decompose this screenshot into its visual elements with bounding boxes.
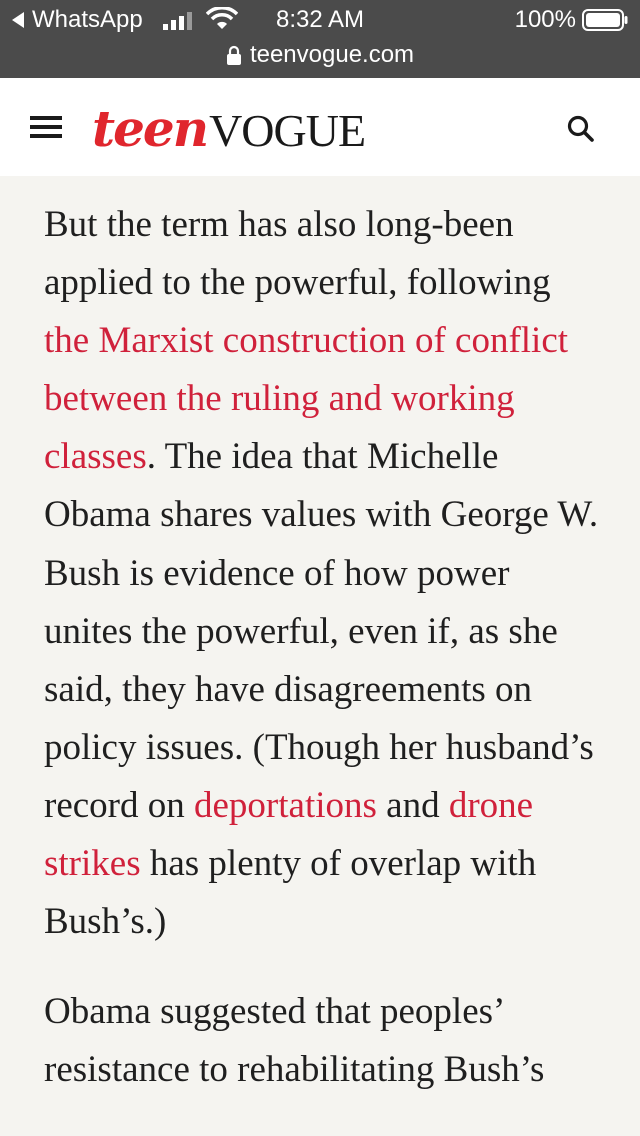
- drone-strikes-link[interactable]: drone strikes: [44, 784, 534, 885]
- paragraph-text: has plenty of overlap with Bush’s.): [44, 843, 537, 943]
- status-bar: [0, 0, 640, 40]
- article-paragraph: [44, 983, 604, 1099]
- logo-vogue: VOGUE: [209, 105, 366, 156]
- paragraph-text: and: [376, 784, 449, 826]
- battery-icon: [582, 9, 628, 31]
- article-paragraph: [44, 196, 604, 951]
- ios-status-and-url-bar: [0, 0, 640, 78]
- paragraph-text: Obama suggested that peoples’ resistance to rehabilitating Bush’s: [44, 991, 545, 1091]
- clock: 8:32 AM: [275, 6, 365, 33]
- paragraph-text: . The idea that Michelle Obama shares values with George W. Bush is evidence of how power unites the powerful, even if, as she said, they have disagreements on policy issues. (Though her husband’s record on: [44, 436, 599, 826]
- search-icon[interactable]: [566, 114, 596, 144]
- hamburger-menu-icon[interactable]: [30, 114, 62, 140]
- marxist-construction-link[interactable]: the Marxist construction of conflict between the ruling and working classes: [44, 320, 569, 478]
- battery-percentage: 100%: [514, 6, 576, 33]
- article-body: [44, 196, 604, 1131]
- logo-teen: teen: [92, 99, 208, 158]
- deportations-link[interactable]: deportations: [194, 784, 377, 826]
- paragraph-text: But the term has also long-been applied to the powerful, following: [44, 204, 551, 304]
- back-app-label: WhatsApp: [32, 6, 143, 33]
- site-header: [0, 78, 640, 176]
- lock-icon: [226, 45, 242, 65]
- teen-vogue-logo[interactable]: [92, 99, 366, 158]
- address-bar[interactable]: [0, 40, 640, 70]
- url-text: teenvogue.com: [249, 41, 415, 68]
